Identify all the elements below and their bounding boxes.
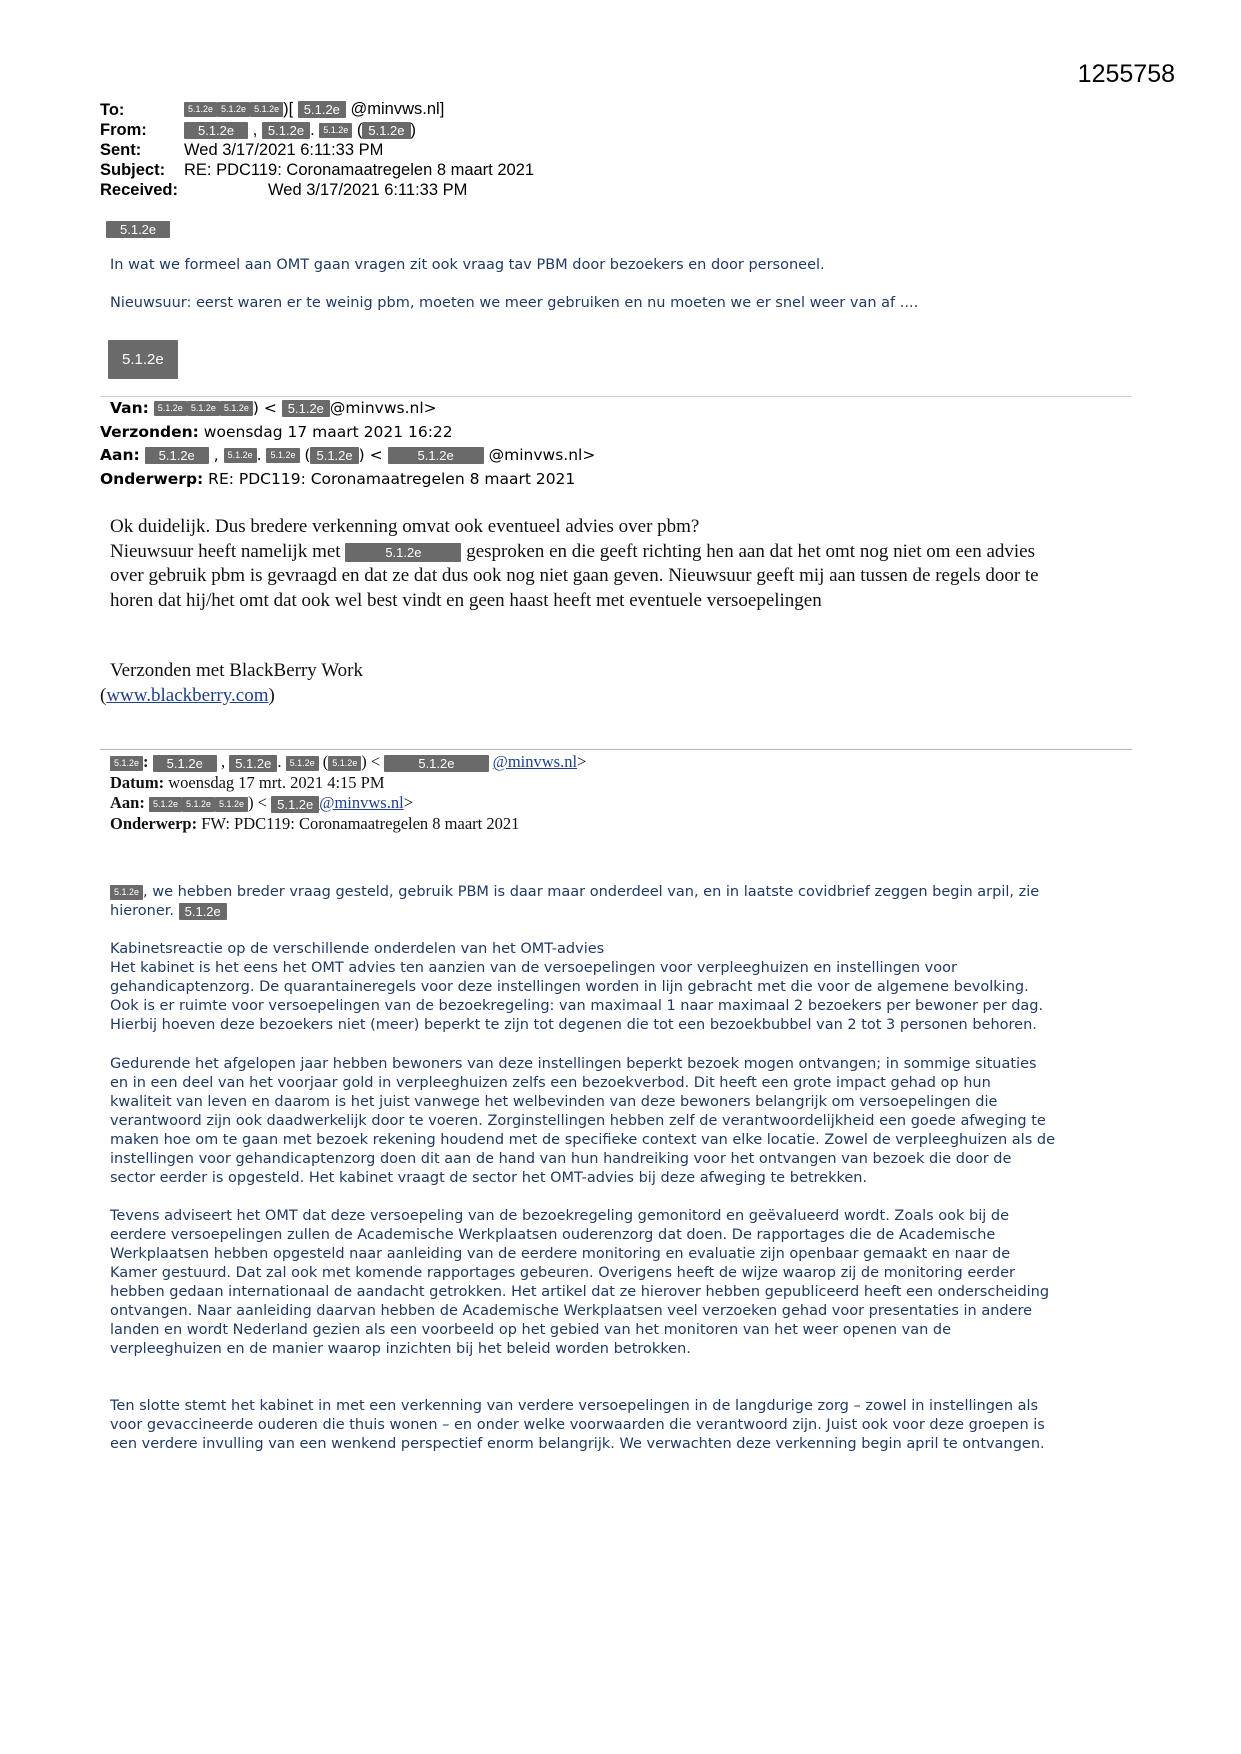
header-from-row: From: 5.1.2e , 5.1.2e . 5.1.2e ( 5.1.2e ) bbox=[100, 121, 417, 139]
onderwerp-label: Onderwerp: bbox=[110, 813, 198, 833]
onderwerp-value: RE: PDC119: Coronamaatregelen 8 maart 2021 bbox=[208, 469, 576, 488]
header-to-row: To: 5.1.2e 5.1.2e 5.1.2e )[ 5.1.2e @minvws.nl] bbox=[100, 100, 445, 119]
datum-value: woensdag 17 mrt. 2021 4:15 PM bbox=[168, 772, 385, 792]
aan-email: @minvws.nl> bbox=[488, 446, 596, 464]
redaction: 5.1.2e bbox=[110, 885, 143, 900]
sent-label: Sent: bbox=[100, 141, 142, 159]
message-3-header: 5.1.2e : 5.1.2e , 5.1.2e . 5.1.2e ( 5.1.2e ) < 5.1.2e @minvws.nl> Datum: woensdag 17 mrt. 2021 4:15 PM Aan: 5.1.2e 5.1.2e 5.1.2e ) < 5.1.2e @minvws.nl> Onderwerp: FW: PDC119: Coronamaatregelen 8 maart 2021 bbox=[110, 752, 587, 833]
paragraph-line: Tevens adviseert het OMT dat deze versoepeling van de bezoekregeling gemonitord en geëvalueerd wordt. Zoals ook bij de bbox=[110, 1208, 1010, 1224]
redaction: 5.1.2e bbox=[224, 448, 257, 463]
redaction: 5.1.2e bbox=[310, 447, 358, 464]
redaction: 5.1.2e bbox=[266, 448, 299, 463]
document-number: 1255758 bbox=[1077, 60, 1175, 88]
redaction: 5.1.2e bbox=[229, 755, 277, 772]
verzonden-value: woensdag 17 maart 2021 16:22 bbox=[203, 422, 453, 441]
paragraph-line: Werkplaatsen hebben opgesteld naar aanleiding van de eerdere monitoring en evaluatie zijn openbaar gemaakt en naar de bbox=[110, 1246, 1011, 1262]
paragraph-line: Hierbij hoeven deze bezoekers niet (meer) beperkt te zijn tot degenen die tot een bezoekbubbel van 2 tot 3 personen behoren. bbox=[110, 1017, 1037, 1033]
aan-email-link[interactable]: @minvws.nl bbox=[319, 793, 404, 812]
redaction: 5.1.2e bbox=[106, 221, 170, 238]
redaction: 5.1.2e bbox=[215, 797, 248, 812]
paragraph-line: hebben gedaan internationaal de aandacht getrokken. Het artikel dat ze hierover hebben gepubliceerd heeft een onderscheiding bbox=[110, 1284, 1050, 1300]
redaction: 5.1.2e bbox=[384, 755, 488, 772]
paragraph-line: landen en wordt Nederland gezien als een voorbeeld op het gebied van het monitoren van het weer openen van de bbox=[110, 1322, 952, 1338]
paragraph-line: kwaliteit van leven en daarom is het juist vanwege het welbevinden van deze bewoners belangrijk om versoepelingen die bbox=[110, 1094, 998, 1110]
header-received-row bbox=[100, 180, 468, 200]
message-2-line-2: Nieuwsuur heeft namelijk met 5.1.2e gesproken en die geeft richting hen aan dat het omt nog niet om een advies bbox=[110, 540, 1035, 562]
redaction: 5.1.2e bbox=[220, 401, 253, 416]
paragraph-line: ontvangen. Naar aanleiding daarvan hebben de Academische Werkplaatsen veel verzoeken gehad voor presentaties in andere bbox=[110, 1303, 1033, 1319]
to-label: To: bbox=[100, 101, 125, 119]
redaction: 5.1.2e bbox=[179, 903, 227, 920]
redaction: 5.1.2e bbox=[154, 401, 187, 416]
redaction: 5.1.2e bbox=[298, 101, 346, 118]
redaction: 5.1.2e bbox=[286, 756, 319, 771]
redaction: 5.1.2e bbox=[328, 756, 361, 771]
onderwerp-label: Onderwerp: bbox=[100, 469, 204, 488]
sent-value: Wed 3/17/2021 6:11:33 PM bbox=[184, 141, 384, 159]
redaction: 5.1.2e bbox=[345, 543, 461, 562]
received-value: Wed 3/17/2021 6:11:33 PM bbox=[268, 181, 468, 199]
signature: Verzonden met BlackBerry Work bbox=[110, 660, 363, 681]
paragraph-line: Ook is er ruimte voor versoepelingen van de bezoekregeling: van maximaal 1 naar maximaal 2 bezoekers per bewoner per dag. bbox=[110, 998, 1044, 1014]
van-email: @minvws.nl> bbox=[329, 399, 437, 417]
paragraph-line: gehandicaptenzorg. De quarantaineregels voor deze instellingen worden in lijn gebracht met die voor de algemene bevolking. bbox=[110, 979, 1029, 995]
subject-label: Subject: bbox=[100, 161, 166, 179]
paragraph-line: voor gevaccineerde ouderen die thuis wonen – en onder welke voorwaarden die verantwoord zijn. Juist ook voor deze groepen is bbox=[110, 1417, 1045, 1433]
redaction: 5.1.2e bbox=[110, 756, 143, 771]
paragraph-line: en in een deel van het voorjaar gold in verpleeghuizen zelfs een bezoekverbod. Dit heeft een grote impact gehad op hun bbox=[110, 1075, 991, 1091]
paragraph-line: maken hoe om te gaan met bezoek rekening houdend met de specifieke context van elke locatie. Zowel de verpleeghuizen als de bbox=[110, 1132, 1055, 1148]
message-3-intro: 5.1.2e , we hebben breder vraag gesteld, gebruik PBM is daar maar onderdeel van, en in laatste covidbrief zeggen begin arpil, zie hieroner. 5.1.2e bbox=[110, 884, 1040, 919]
paragraph-verkenning bbox=[110, 1397, 1140, 1454]
redaction: 5.1.2e bbox=[250, 102, 283, 117]
signature-link-line: (www.blackberry.com) bbox=[100, 685, 275, 706]
paragraph-line: verpleeghuizen en de manier waarop inzichten bij het beleid worden betrokken. bbox=[110, 1341, 691, 1357]
message-2-header: Van: 5.1.2e 5.1.2e 5.1.2e ) < 5.1.2e @minvws.nl> Verzonden: woensdag 17 maart 2021 16:22 Aan: 5.1.2e , 5.1.2e . 5.1.2e ( 5.1.2e ) < 5.1.2e @minvws.nl> Onderwerp: RE: PDC119: Coronamaatregelen 8 maart 2021 bbox=[100, 399, 596, 488]
paragraph-kabinetsreactie bbox=[110, 940, 1140, 1035]
redaction: 5.1.2e bbox=[182, 797, 215, 812]
redaction: 5.1.2e bbox=[271, 796, 319, 813]
redaction: 5.1.2e bbox=[187, 401, 220, 416]
redaction: 5.1.2e bbox=[184, 122, 248, 139]
verzonden-label: Verzonden: bbox=[100, 422, 199, 441]
message-2-line-3: over gebruik pbm is gevraagd en dat ze dat dus ook nog niet gaan geven. Nieuwsuur geeft mij aan tussen de regels door te bbox=[110, 565, 1039, 586]
paragraph-bezoek bbox=[110, 1055, 1140, 1188]
received-label: Received: bbox=[100, 181, 178, 199]
redaction: 5.1.2e bbox=[262, 122, 310, 139]
paragraph-line: Ten slotte stemt het kabinet in met een verkenning van verdere versoepelingen in de langdurige zorg – zowel in instellingen als bbox=[110, 1398, 1039, 1414]
blackberry-link[interactable]: www.blackberry.com bbox=[106, 685, 269, 706]
aan-label: Aan: bbox=[100, 446, 140, 464]
paragraph-line: Kamer gestuurd. Dat zal ook met komende rapportages gebeuren. Overigens heeft de wijze waarop zij de monitoring eerder bbox=[110, 1265, 1015, 1281]
redaction: 5.1.2e bbox=[153, 755, 217, 772]
header-subject-row bbox=[100, 160, 535, 180]
paragraph-line: een verdere invulling van een wenkend perspectief enorm belangrijk. We verwachten deze verkenning begin april te ontvangen. bbox=[110, 1436, 1045, 1452]
redaction: 5.1.2e bbox=[217, 102, 250, 117]
paragraph-line: instellingen voor gehandicaptenzorg doen dit aan de hand van hun handreiking voor het ontvangen van bezoek die door de bbox=[110, 1151, 1012, 1167]
redaction: 5.1.2e bbox=[319, 123, 352, 138]
van-label: Van: bbox=[110, 399, 149, 417]
aan-label: Aan: bbox=[110, 793, 145, 812]
message-2-line-1: Ok duidelijk. Dus bredere verkenning omvat ook eventueel advies over pbm? bbox=[110, 516, 700, 537]
paragraph-line: eerdere versoepelingen zullen de Academische Werkplaatsen ouderenzorg dat doen. De rapportages die de Academische bbox=[110, 1227, 996, 1243]
subject-value: RE: PDC119: Coronamaatregelen 8 maart 2021 bbox=[184, 161, 535, 179]
message-2-body bbox=[110, 515, 1140, 613]
header-sent-row bbox=[100, 140, 384, 160]
email-header bbox=[100, 100, 535, 200]
paragraph-line: Kabinetsreactie op de verschillende onderdelen van het OMT-advies bbox=[110, 941, 605, 957]
onderwerp-value: FW: PDC119: Coronamaatregelen 8 maart 2021 bbox=[201, 813, 520, 833]
redaction: 5.1.2e bbox=[388, 447, 484, 464]
paragraph-monitoring bbox=[110, 1207, 1140, 1359]
redaction: 5.1.2e bbox=[362, 122, 410, 139]
divider bbox=[100, 749, 1132, 750]
redaction: 5.1.2e bbox=[184, 102, 217, 117]
message-1-line-1: In wat we formeel aan OMT gaan vragen zit ook vraag tav PBM door bezoekers en door personeel. bbox=[110, 257, 825, 273]
paragraph-line: verantwoord zijn ook daadwerkelijk door te voeren. Zorginstellingen hebben zelf de verantwoordelijkheid een goede afweging te bbox=[110, 1113, 1046, 1129]
paragraph-line: Gedurende het afgelopen jaar hebben bewoners van deze instellingen beperkt bezoek mogen ontvangen; in sommige situaties bbox=[110, 1056, 1037, 1072]
redaction: 5.1.2e bbox=[149, 797, 182, 812]
redaction: 5.1.2e bbox=[108, 340, 178, 379]
redaction: 5.1.2e bbox=[145, 447, 209, 464]
to-email: @minvws.nl] bbox=[350, 100, 445, 118]
from-email-link[interactable]: @minvws.nl bbox=[492, 752, 578, 771]
message-1-line-2: Nieuwsuur: eerst waren er te weinig pbm, moeten we meer gebruiken en nu moeten we er snel weer van af .... bbox=[110, 295, 919, 311]
paragraph-line: sector eerder is opgesteld. Het kabinet vraagt de sector het OMT-advies bij deze afweging te betrekken. bbox=[110, 1170, 868, 1186]
redaction: 5.1.2e bbox=[282, 400, 330, 417]
paragraph-line: Het kabinet is het eens het OMT advies ten aanzien van de versoepelingen voor verpleeghuizen en instellingen voor bbox=[110, 960, 957, 976]
datum-label: Datum: bbox=[110, 772, 165, 792]
from-label: From: bbox=[100, 121, 147, 139]
message-2-line-4: horen dat hij/het omt dat ook wel best vindt en geen haast heeft met eventuele versoepelingen bbox=[110, 589, 822, 611]
